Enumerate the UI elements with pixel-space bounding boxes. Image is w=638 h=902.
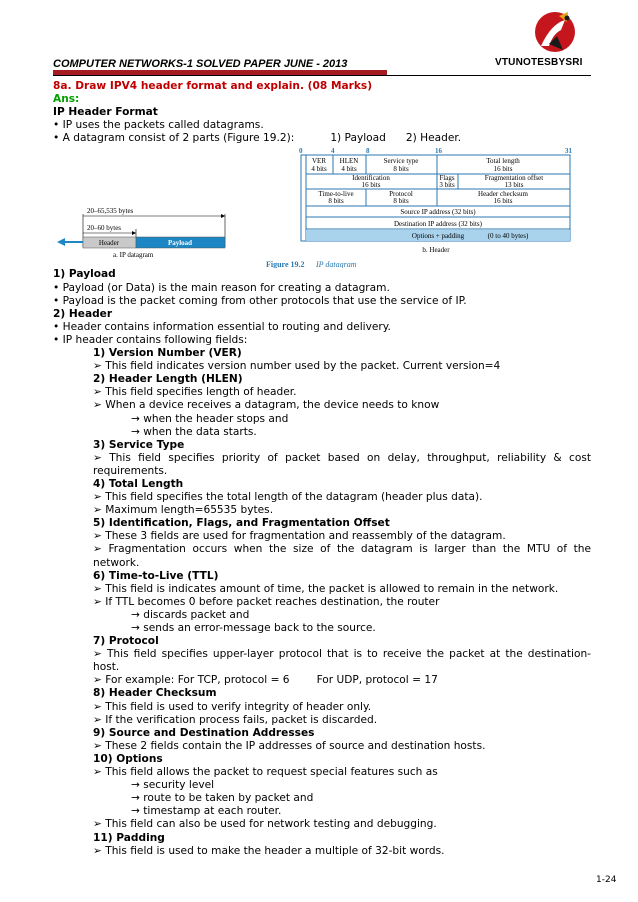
field-protocol-bits: 8 bits <box>393 197 409 206</box>
sub-point: → discards packet and <box>131 608 250 621</box>
bullet-text: 2) Header. <box>405 132 462 145</box>
bullet-text: • A datagram consist of 2 parts (Figure 19.2): <box>53 132 295 145</box>
figure-caption-number: Figure 19.2 <box>266 260 305 269</box>
point: ➢ These 2 fields contain the IP addresses of source and destination hosts. <box>93 739 486 752</box>
field-heading: 7) Protocol <box>93 635 159 648</box>
sub-point: → sends an error-message back to the source. <box>131 622 376 634</box>
field-checksum: Header checksum <box>478 190 528 199</box>
field-heading: 9) Source and Destination Addresses <box>93 726 315 739</box>
field-flags: Flags <box>439 174 455 183</box>
field-ident-bits: 16 bits <box>361 181 381 190</box>
payload-box-label: Payload <box>167 239 193 248</box>
point: host. <box>93 661 120 674</box>
bullet: • Payload (or Data) is the main reason for creating a datagram. <box>53 281 390 294</box>
field-hlen: HLEN <box>339 157 359 166</box>
point <box>53 674 591 687</box>
bit-label: 4 <box>331 147 335 156</box>
field-heading: 3) Service Type <box>93 438 185 451</box>
field-source-ip: Source IP address (32 bits) <box>400 208 476 217</box>
field-ver: VER <box>312 157 326 166</box>
field-identification: Identification <box>352 174 390 183</box>
section-heading: 1) Payload <box>53 268 116 281</box>
field-ver-bits: 4 bits <box>311 165 327 174</box>
point: ➢ Fragmentation occurs when the size of the datagram is larger than the MTU of the <box>93 543 591 556</box>
field-heading: 1) Version Number (VER) <box>93 347 242 360</box>
point: ➢ This field allows the packet to request special features such as <box>93 766 438 779</box>
sub-point: → security level <box>131 779 215 792</box>
point: ➢ This field specifies priority of packet based on delay, throughput, reliability & cost <box>93 451 591 464</box>
point: ➢ This field is used to make the header a multiple of 32-bit words. <box>93 844 445 857</box>
field-checksum-bits: 16 bits <box>493 197 513 206</box>
field-service-bits: 8 bits <box>393 165 409 174</box>
bullet: • IP header contains following fields: <box>53 333 248 346</box>
direction-arrow-icon <box>57 238 65 246</box>
question-heading: 8a. Draw IPV4 header format and explain. (08 Marks) <box>53 80 373 92</box>
range-header-bytes: 20–60 bytes <box>87 224 122 233</box>
figure-caption-text: IP datagram <box>316 260 357 269</box>
header-rule <box>53 75 591 76</box>
point: ➢ This field specifies the total length of the datagram (header plus data). <box>93 491 483 504</box>
point: ➢ These 3 fields are used for fragmentation and reassembly of the datagram. <box>93 530 506 543</box>
field-heading: 4) Total Length <box>93 477 184 490</box>
range-total-bytes: 20–65,535 bytes <box>87 207 134 216</box>
field-destination-ip: Destination IP address (32 bits) <box>393 220 483 229</box>
bullet: • Header contains information essential to routing and delivery. <box>53 320 391 333</box>
sub-point: → timestamp at each router. <box>131 805 282 818</box>
page-header-title: COMPUTER NETWORKS-1 SOLVED PAPER JUNE - 2013 <box>53 58 348 70</box>
bit-label: 16 <box>435 147 442 156</box>
point: ➢ This field can also be used for network testing and debugging. <box>93 818 437 831</box>
field-frag-bits: 13 bits <box>504 181 524 190</box>
point: ➢ Maximum length=65535 bytes. <box>93 504 274 517</box>
point: ➢ This field is indicates amount of time, the packet is allowed to remain in the network. <box>93 582 559 595</box>
field-total-length: Total length <box>486 157 520 166</box>
point: ➢ This field indicates version number used by the packet. Current version=4 <box>93 360 501 373</box>
bit-label: 0 <box>299 147 303 156</box>
point: ➢ This field is used to verify integrity of header only. <box>93 700 372 713</box>
header-box-label: Header <box>98 239 120 248</box>
figure-ip-datagram <box>53 145 591 268</box>
bullet: • IP uses the packets called datagrams. <box>53 119 264 132</box>
field-flags-bits: 3 bits <box>439 181 455 190</box>
bullet: • Payload is the packet coming from other protocols that use the service of IP. <box>53 294 467 307</box>
field-heading: 6) Time-to-Live (TTL) <box>93 569 219 582</box>
bit-label: 31 <box>565 147 572 156</box>
page-number: 1-24 <box>596 875 617 885</box>
field-options-range: (0 to 40 bytes) <box>487 232 529 241</box>
field-heading: 5) Identification, Flags, and Fragmentation Offset <box>93 517 390 530</box>
point-text: ➢ For example: For TCP, protocol = 6 <box>93 674 290 687</box>
sub-point: → when the data starts. <box>131 425 257 438</box>
field-heading: 11) Padding <box>93 831 165 844</box>
bit-label: 8 <box>366 147 370 156</box>
logo-text: VTUNOTESBYSRI <box>495 57 583 68</box>
datagram-sublabel: a. IP datagram <box>113 251 154 260</box>
point-text: For UDP, protocol = 17 <box>316 674 438 687</box>
section-heading: IP Header Format <box>53 106 158 119</box>
section-heading: 2) Header <box>53 307 113 320</box>
point: ➢ This field specifies length of header. <box>93 386 297 399</box>
bullet-text: 1) Payload <box>330 132 386 145</box>
point: requirements. <box>93 464 168 477</box>
bullet <box>53 132 591 145</box>
field-heading: 8) Header Checksum <box>93 687 217 700</box>
document-body <box>53 80 591 858</box>
point: ➢ If the verification process fails, packet is discarded. <box>93 713 378 726</box>
sub-point: → when the header stops and <box>131 412 289 425</box>
field-total-bits: 16 bits <box>493 165 513 174</box>
point: ➢ When a device receives a datagram, the device needs to know <box>93 399 440 412</box>
field-hlen-bits: 4 bits <box>341 165 357 174</box>
field-service: Service type <box>383 157 419 166</box>
sub-point: → route to be taken by packet and <box>131 792 314 805</box>
field-heading: 10) Options <box>93 752 163 765</box>
field-ttl-bits: 8 bits <box>328 197 344 206</box>
header-sublabel: b. Header <box>422 246 450 255</box>
answer-label: Ans: <box>53 93 80 106</box>
field-options: Options + padding <box>411 232 465 241</box>
field-protocol: Protocol <box>389 190 413 199</box>
point: network. <box>93 556 140 569</box>
field-heading: 2) Header Length (HLEN) <box>93 373 243 386</box>
field-ttl: Time-to-live <box>318 190 354 199</box>
point: ➢ This field specifies upper-layer protocol that is to receive the packet at the destination- <box>93 648 591 661</box>
point: ➢ If TTL becomes 0 before packet reaches destination, the router <box>93 595 440 608</box>
field-frag-offset: Fragmentation offset <box>484 174 544 183</box>
